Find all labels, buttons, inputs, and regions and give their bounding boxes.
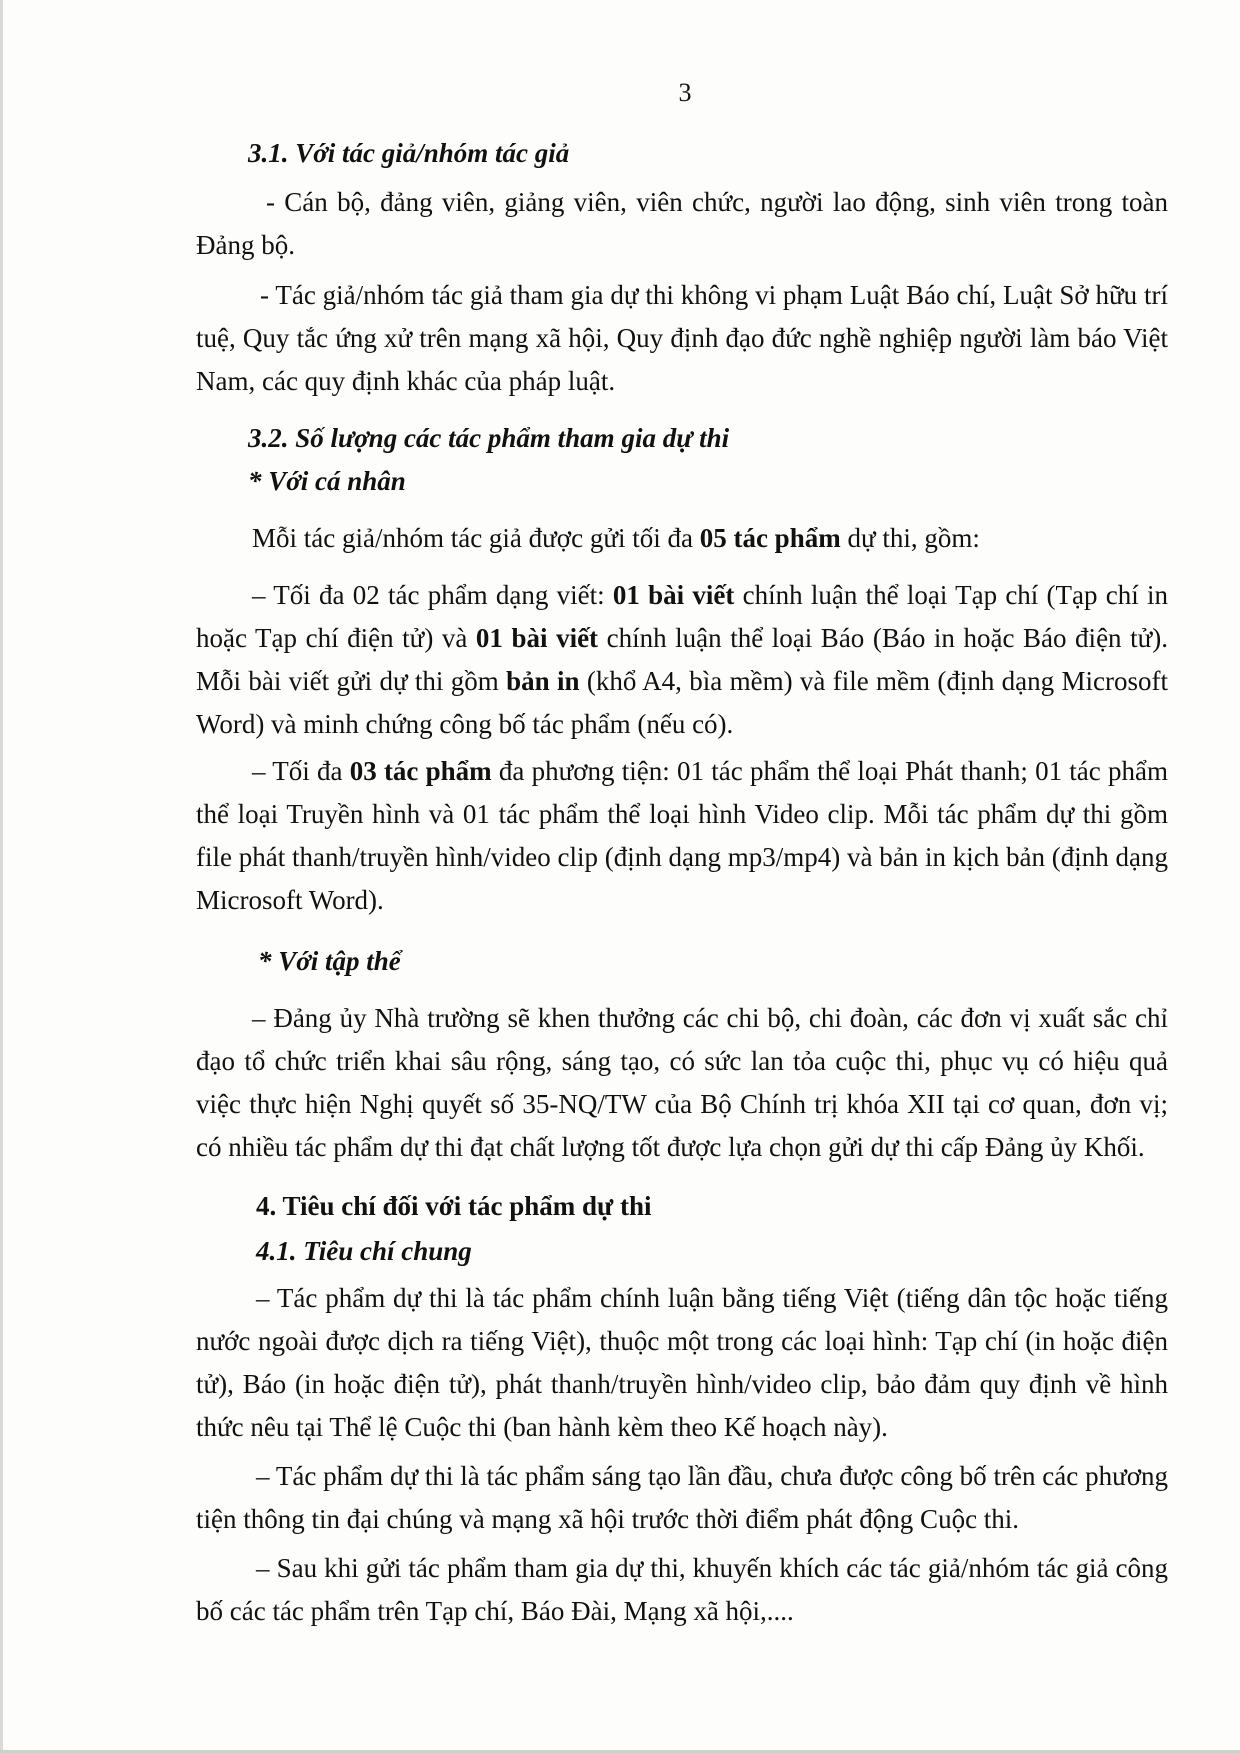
section-4-1-paragraph-2: – Tác phẩm dự thi là tác phẩm sáng tạo lần đầu, chưa được công bố trên các phương tiện thông tin đại chúng và mạng xã hội trước thời điểm phát động Cuộc thi. xyxy=(196,1461,1168,1534)
intro-text-a: Mỗi tác giả/nhóm tác giả được gửi tối đa xyxy=(252,523,700,553)
individual-intro xyxy=(196,517,1168,560)
section-4-1-paragraph-1: – Tác phẩm dự thi là tác phẩm chính luận bằng tiếng Việt (tiếng dân tộc hoặc tiếng nước ngoài được dịch ra tiếng Việt), thuộc một trong các loại hình: Tạp chí (in hoặc điện tử), Báo (in hoặc điện tử), phát thanh/truyền hình/video clip, bảo đảm quy định về hình thức nêu tại Thể lệ Cuộc thi (ban hành kèm theo Kế hoạch này). xyxy=(196,1283,1168,1442)
bullet1-text-g: (khổ A4, bìa mềm) và file mềm (định dạng Microsoft Word) và minh chứng công bố tác phẩm (nếu có). xyxy=(196,666,1168,739)
section-3-1-heading: 3.1. Với tác giả/nhóm tác giả xyxy=(248,138,570,168)
section-4-heading: 4. Tiêu chí đối với tác phẩm dự thi xyxy=(256,1191,652,1221)
individual-bullet-written xyxy=(196,574,1168,746)
intro-text-bold: 05 tác phẩm xyxy=(699,523,841,553)
section-3-1-paragraph-1: - Cán bộ, đảng viên, giảng viên, viên chức, người lao động, sinh viên trong toàn Đảng bộ. xyxy=(196,187,1168,260)
section-4-1-heading: 4.1. Tiêu chí chung xyxy=(256,1236,472,1266)
page-number: 3 xyxy=(678,78,692,107)
section-3-2-heading: 3.2. Số lượng các tác phẩm tham gia dự thi xyxy=(248,423,730,453)
section-3-1-paragraph-2: - Tác giả/nhóm tác giả tham gia dự thi không vi phạm Luật Báo chí, Luật Sở hữu trí tuệ, Quy tắc ứng xử trên mạng xã hội, Quy định đạo đức nghề nghiệp người làm báo Việt Nam, các quy định khác của pháp luật. xyxy=(196,280,1168,396)
individual-subheading: * Với cá nhân xyxy=(248,466,406,496)
bullet1-bold-f: bản in xyxy=(506,666,580,696)
collective-paragraph: – Đảng ủy Nhà trường sẽ khen thưởng các chi bộ, chi đoàn, các đơn vị xuất sắc chỉ đạo tổ chức triển khai sâu rộng, sáng tạo, có sức lan tỏa cuộc thi, phục vụ có hiệu quả việc thực hiện Nghị quyết số 35-NQ/TW của Bộ Chính trị khóa XII tại cơ quan, đơn vị; có nhiều tác phẩm dự thi đạt chất lượng tốt được lựa chọn gửi dự thi cấp Đảng ủy Khối. xyxy=(196,1003,1168,1162)
bullet1-bold-b: 01 bài viết xyxy=(612,580,735,610)
bullet1-text-e: chính luận thể loại Báo (Báo in hoặc Báo điện tử). Mỗi bài viết gửi dự thi gồm xyxy=(196,623,1168,696)
bullet1-text-c: chính luận thể loại Tạp chí (Tạp chí in hoặc Tạp chí điện tử) và xyxy=(196,580,1169,653)
individual-bullet-multimedia xyxy=(196,750,1168,922)
bullet2-text-a: – Tối đa xyxy=(252,756,350,786)
bullet1-text-a: – Tối đa 02 tác phẩm dạng viết: xyxy=(252,580,613,610)
document-body xyxy=(196,132,1168,1633)
collective-subheading: * Với tập thể xyxy=(258,946,401,976)
bullet2-text-c: đa phương tiện: 01 tác phẩm thể loại Phát thanh; 01 tác phẩm thể loại Truyền hình và 01 tác phẩm thể loại hình Video clip. Mỗi tác phẩm dự thi gồm file phát thanh/truyền hình/video clip (định dạng mp3/mp4) và bản in kịch bản (định dạng Microsoft Word). xyxy=(196,756,1168,915)
bullet2-bold-b: 03 tác phẩm xyxy=(349,756,492,786)
section-4-1-paragraph-3: – Sau khi gửi tác phẩm tham gia dự thi, khuyến khích các tác giả/nhóm tác giả công bố các tác phẩm trên Tạp chí, Báo Đài, Mạng xã hội,.... xyxy=(196,1553,1168,1626)
intro-text-c: dự thi, gồm: xyxy=(840,523,980,553)
bullet1-bold-d: 01 bài viết xyxy=(475,623,599,653)
scan-edge-left xyxy=(0,0,3,1753)
